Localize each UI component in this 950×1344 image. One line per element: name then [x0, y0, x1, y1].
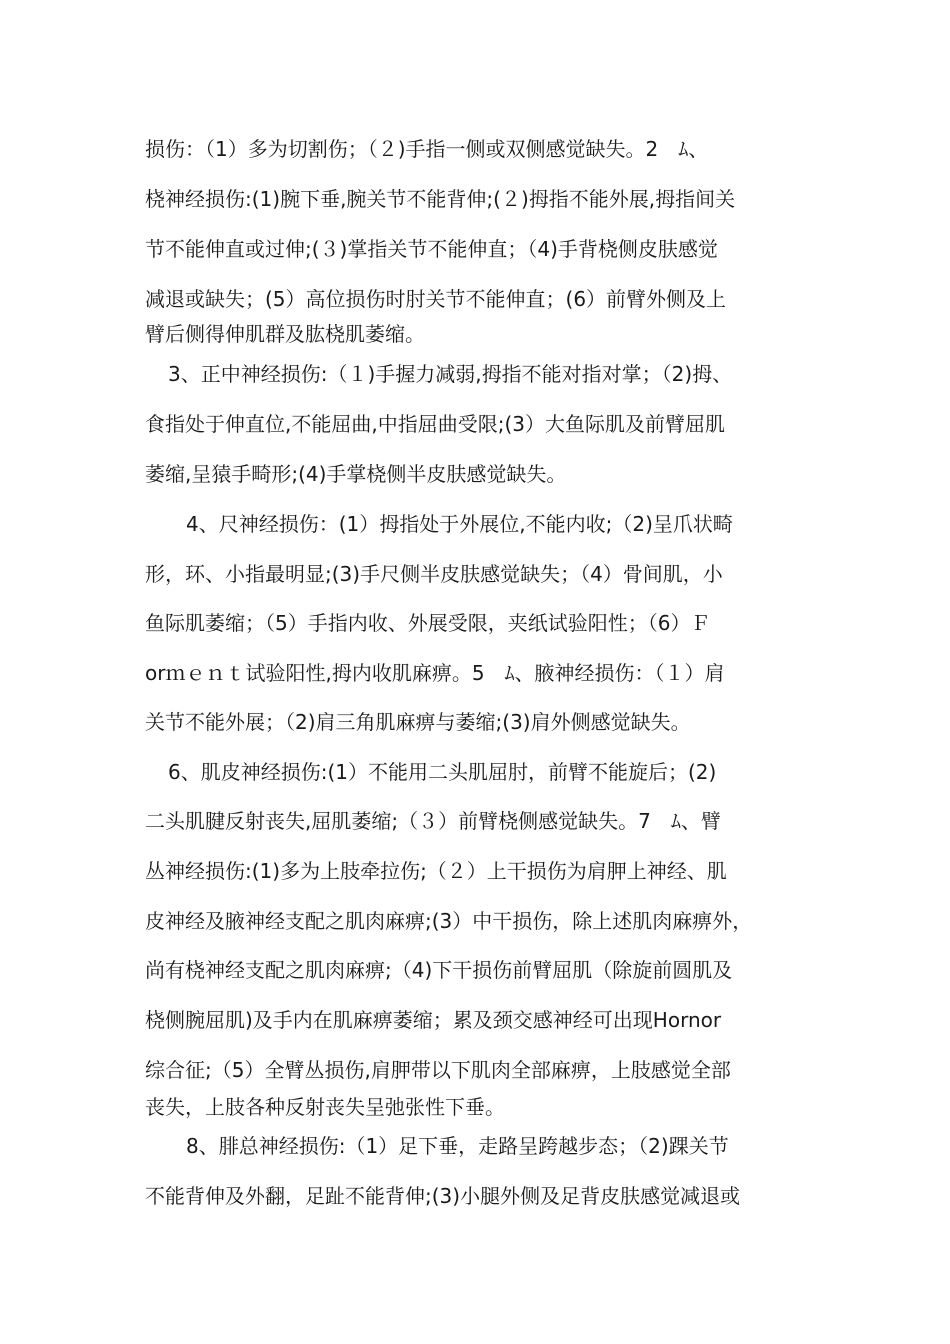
text-line: 丛神经损伤:(1)多为上肢牵拉伤;（２）上干损伤为肩胛上神经、肌	[145, 859, 727, 883]
text-line: 6、肌皮神经损伤:(1）不能用二头肌屈肘，前臂不能旋后；(2)	[168, 760, 717, 784]
text-line: 萎缩,呈猿手畸形;(4)手掌桡侧半皮肤感觉缺失。	[145, 462, 567, 486]
text-line: 不能背伸及外翻，足趾不能背伸;(3)小腿外侧及足背皮肤感觉减退或	[145, 1184, 741, 1208]
text-line: 综合征;（5）全臂丛损伤,肩胛带以下肌肉全部麻痹，上肢感觉全部	[145, 1058, 731, 1082]
text-line: 食指处于伸直位,不能屈曲,中指屈曲受限;(3）大鱼际肌及前臂屈肌	[145, 412, 725, 436]
text-line: 二头肌腱反射丧失,屈肌萎缩;（３）前臂桡侧感觉缺失。7 ﾑ、臂	[145, 809, 721, 833]
text-line: 关节不能外展；（2)肩三角肌麻痹与萎缩;(3)肩外侧感觉缺失。	[145, 710, 691, 734]
text-line: orｍｅｎｔ试验阳性,拇内收肌麻痹。5 ﾑ、腋神经损伤：（１）肩	[145, 661, 725, 685]
text-line: 皮神经及腋神经支配之肌肉麻痹;(3）中干损伤，除上述肌肉麻痹外，	[145, 909, 753, 933]
text-line: 臂后侧得伸肌群及肱桡肌萎缩。	[145, 322, 425, 346]
text-line: 节不能伸直或过伸;(３)掌指关节不能伸直；（4)手背桡侧皮肤感觉	[145, 237, 718, 261]
text-line: 8、腓总神经损伤:（1）足下垂，走路呈跨越步态；（2)踝关节	[186, 1134, 729, 1158]
text-line: 损伤：（1）多为切割伤；（２)手指一侧或双侧感觉缺失。2 ﾑ、	[145, 137, 709, 161]
text-line: 桡侧腕屈肌)及手内在肌麻痹萎缩；累及颈交感神经可出现Hornor	[145, 1008, 722, 1032]
text-line: 桡神经损伤:(1)腕下垂,腕关节不能背伸;(２)拇指不能外展,拇指间关	[145, 187, 736, 211]
text-line: 4、尺神经损伤：(1）拇指处于外展位,不能内收;（2)呈爪状畸	[186, 512, 733, 536]
text-line: 鱼际肌萎缩；（5）手指内收、外展受限，夹纸试验阳性；（6）Ｆ	[145, 611, 711, 635]
text-line: 形，环、小指最明显;(3)手尺侧半皮肤感觉缺失；（4）骨间肌，小	[145, 562, 723, 586]
text-line: 尚有桡神经支配之肌肉麻痹;（4)下干损伤前臂屈肌（除旋前圆肌及	[145, 958, 733, 982]
text-line: 减退或缺失；(5）高位损伤时肘关节不能伸直；(6）前臂外侧及上	[145, 287, 727, 311]
text-line: 3、正中神经损伤:（１)手握力减弱,拇指不能对指对掌；（2)拇、	[168, 362, 733, 386]
text-line: 丧失，上肢各种反射丧失呈弛张性下垂。	[145, 1095, 505, 1119]
